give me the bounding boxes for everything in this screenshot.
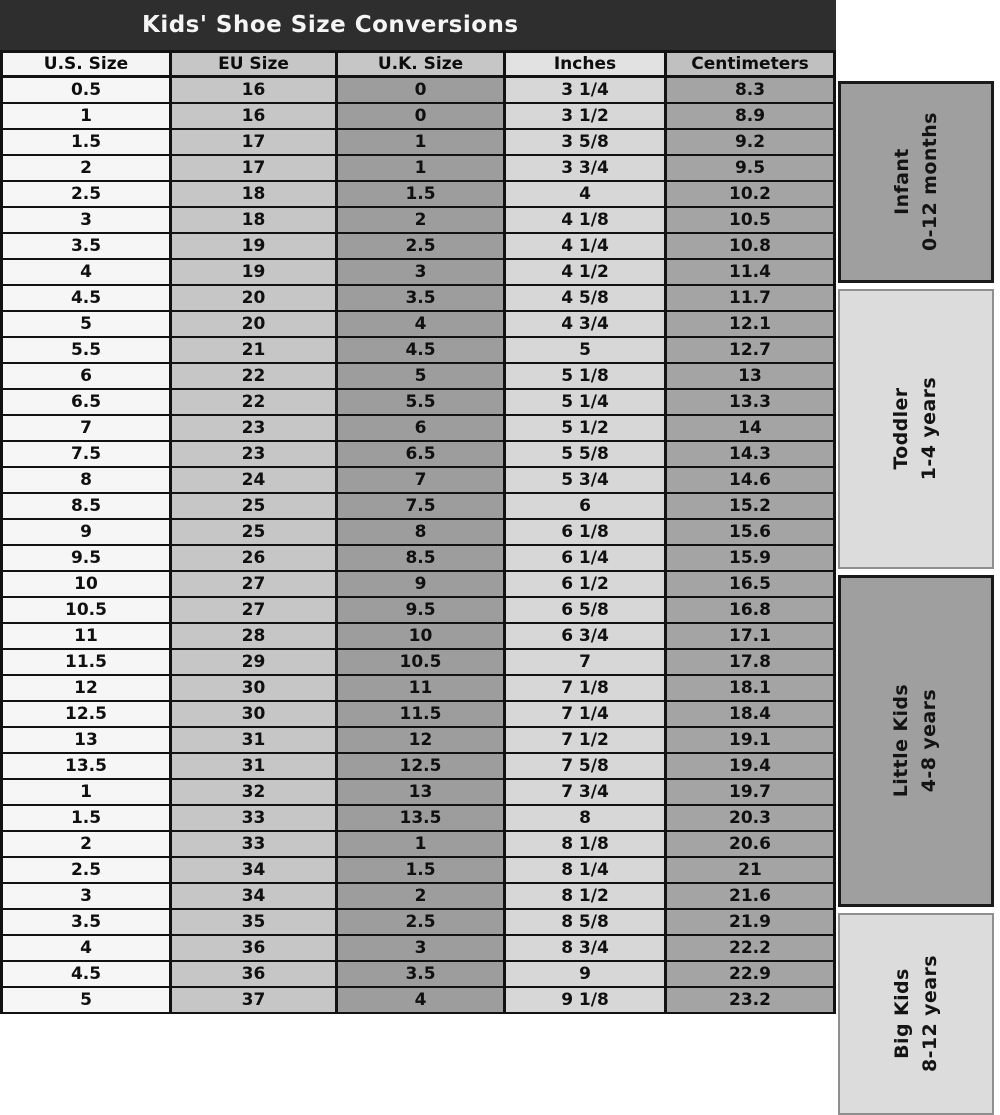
table-cell: 4.5: [338, 338, 503, 362]
table-cell: 18: [172, 182, 335, 206]
table-cell: 6: [506, 494, 664, 518]
table-cell: 8 1/8: [506, 832, 664, 856]
table-cell: 9.5: [667, 156, 833, 180]
table-cell: 6 1/8: [506, 520, 664, 544]
table-cell: 35: [172, 910, 335, 934]
table-cell: 33: [172, 832, 335, 856]
table-cell: 18.4: [667, 702, 833, 726]
table-cell: 13.5: [338, 806, 503, 830]
table-cell: 27: [172, 572, 335, 596]
column-header-centimeters: Centimeters: [667, 53, 833, 75]
column-header-inches: Inches: [506, 53, 664, 75]
table-cell: 21: [667, 858, 833, 882]
table-cell: 4 1/2: [506, 260, 664, 284]
table-cell: 4: [338, 988, 503, 1012]
table-cell: 7: [506, 650, 664, 674]
table-cell: 9.5: [3, 546, 169, 570]
table-cell: 14.6: [667, 468, 833, 492]
table-cell: 8 1/2: [506, 884, 664, 908]
table-cell: 0: [338, 78, 503, 102]
table-cell: 12.1: [667, 312, 833, 336]
table-cell: 19: [172, 234, 335, 258]
table-cell: 17: [172, 130, 335, 154]
table-cell: 12.5: [3, 702, 169, 726]
table-cell: 5 5/8: [506, 442, 664, 466]
table-cell: 2: [3, 156, 169, 180]
table-cell: 2.5: [3, 858, 169, 882]
age-group-label: Infant 0-12 months: [890, 112, 940, 252]
table-cell: 16.5: [667, 572, 833, 596]
table-cell: 10: [3, 572, 169, 596]
table-cell: 12.5: [338, 754, 503, 778]
table-cell: 1: [338, 156, 503, 180]
table-cell: 1: [3, 780, 169, 804]
table-cell: 25: [172, 520, 335, 544]
table-cell: 3: [338, 260, 503, 284]
table-cell: 13: [3, 728, 169, 752]
table-cell: 11: [3, 624, 169, 648]
table-cell: 16.8: [667, 598, 833, 622]
table-cell: 11.5: [3, 650, 169, 674]
table-cell: 5: [3, 988, 169, 1012]
table-cell: 23.2: [667, 988, 833, 1012]
table-cell: 18: [172, 208, 335, 232]
table-cell: 22.2: [667, 936, 833, 960]
table-cell: 1: [338, 130, 503, 154]
table-cell: 6 1/4: [506, 546, 664, 570]
table-cell: 2: [338, 884, 503, 908]
table-cell: 9: [506, 962, 664, 986]
table-cell: 9 1/8: [506, 988, 664, 1012]
age-sidebar: [836, 78, 1000, 1073]
table-cell: 1.5: [3, 130, 169, 154]
table-cell: 37: [172, 988, 335, 1012]
table-cell: 4 1/8: [506, 208, 664, 232]
table-cell: 17: [172, 156, 335, 180]
table-cell: 5.5: [3, 338, 169, 362]
table-cell: 6: [3, 364, 169, 388]
table-cell: 5: [3, 312, 169, 336]
table-cell: 3.5: [338, 286, 503, 310]
table-cell: 31: [172, 728, 335, 752]
table-cell: 1: [338, 832, 503, 856]
table-cell: 10.5: [667, 208, 833, 232]
age-group-little-kids: [838, 575, 994, 907]
table-cell: 6 1/2: [506, 572, 664, 596]
table-cell: 3 1/4: [506, 78, 664, 102]
table-cell: 19.7: [667, 780, 833, 804]
table-cell: 4.5: [3, 286, 169, 310]
age-group-label: Big Kids 8-12 years: [890, 955, 940, 1073]
table-cell: 1.5: [3, 806, 169, 830]
table-cell: 33: [172, 806, 335, 830]
table-cell: 19: [172, 260, 335, 284]
table-cell: 14.3: [667, 442, 833, 466]
table-cell: 16: [172, 78, 335, 102]
table-cell: 4: [338, 312, 503, 336]
table-cell: 18.1: [667, 676, 833, 700]
table-cell: 15.2: [667, 494, 833, 518]
table-cell: 3 5/8: [506, 130, 664, 154]
table-cell: 12: [338, 728, 503, 752]
table-cell: 27: [172, 598, 335, 622]
table-cell: 0: [338, 104, 503, 128]
table-cell: 17.1: [667, 624, 833, 648]
column-header-eu-size: EU Size: [172, 53, 335, 75]
table-cell: 20.3: [667, 806, 833, 830]
column-header-u-k-size: U.K. Size: [338, 53, 503, 75]
table-cell: 1.5: [338, 182, 503, 206]
table-cell: 4: [506, 182, 664, 206]
table-cell: 4 5/8: [506, 286, 664, 310]
table-cell: 14: [667, 416, 833, 440]
table-cell: 13: [667, 364, 833, 388]
table-cell: 32: [172, 780, 335, 804]
table-cell: 34: [172, 884, 335, 908]
table-cell: 23: [172, 442, 335, 466]
table-cell: 8.5: [338, 546, 503, 570]
table-cell: 34: [172, 858, 335, 882]
table-cell: 5.5: [338, 390, 503, 414]
header-row: [0, 50, 836, 78]
table-cell: 8.3: [667, 78, 833, 102]
table-cell: 6.5: [3, 390, 169, 414]
table-cell: 2: [338, 208, 503, 232]
table-cell: 7 1/2: [506, 728, 664, 752]
table-cell: 26: [172, 546, 335, 570]
table-cell: 21.6: [667, 884, 833, 908]
table-cell: 17.8: [667, 650, 833, 674]
age-group-toddler: [838, 289, 994, 569]
table-cell: 19.1: [667, 728, 833, 752]
table-cell: 22: [172, 390, 335, 414]
table-cell: 5 1/4: [506, 390, 664, 414]
table-cell: 5: [506, 338, 664, 362]
table-cell: 6 5/8: [506, 598, 664, 622]
table-cell: 16: [172, 104, 335, 128]
table-cell: 8 3/4: [506, 936, 664, 960]
table-cell: 30: [172, 676, 335, 700]
table-cell: 21.9: [667, 910, 833, 934]
table-cell: 5 3/4: [506, 468, 664, 492]
table-cell: 9: [3, 520, 169, 544]
title-bar: [0, 0, 836, 50]
age-group-infant: [838, 81, 994, 283]
table-cell: 11: [338, 676, 503, 700]
table-cell: 11.5: [338, 702, 503, 726]
table-cell: 10.2: [667, 182, 833, 206]
age-group-label: Little Kids 4-8 years: [890, 684, 940, 798]
table-cell: 3 1/2: [506, 104, 664, 128]
table-cell: 13: [338, 780, 503, 804]
table-cell: 29: [172, 650, 335, 674]
table-cell: 3.5: [338, 962, 503, 986]
age-group-big-kids: [838, 913, 994, 1115]
table-cell: 7: [3, 416, 169, 440]
table-cell: 21: [172, 338, 335, 362]
table-cell: 13.3: [667, 390, 833, 414]
table-cell: 31: [172, 754, 335, 778]
table-cell: 2: [3, 832, 169, 856]
table-cell: 3: [338, 936, 503, 960]
table-cell: 8.9: [667, 104, 833, 128]
table-cell: 4: [3, 260, 169, 284]
table-cell: 12: [3, 676, 169, 700]
table-cell: 3.5: [3, 910, 169, 934]
table-cell: 8: [506, 806, 664, 830]
table-cell: 9.5: [338, 598, 503, 622]
table-cell: 22: [172, 364, 335, 388]
column-header-u-s-size: U.S. Size: [3, 53, 169, 75]
table-cell: 24: [172, 468, 335, 492]
table-cell: 10.8: [667, 234, 833, 258]
table-cell: 1: [3, 104, 169, 128]
table-cell: 36: [172, 962, 335, 986]
table-cell: 2.5: [3, 182, 169, 206]
table-cell: 5 1/2: [506, 416, 664, 440]
table-cell: 8 1/4: [506, 858, 664, 882]
table-cell: 20: [172, 312, 335, 336]
page-title: Kids' Shoe Size Conversions: [142, 12, 519, 38]
table-cell: 13.5: [3, 754, 169, 778]
table-cell: 2.5: [338, 910, 503, 934]
table-cell: 25: [172, 494, 335, 518]
table-cell: 4: [3, 936, 169, 960]
table-cell: 12.7: [667, 338, 833, 362]
table-cell: 6 3/4: [506, 624, 664, 648]
table-cell: 10: [338, 624, 503, 648]
table-cell: 30: [172, 702, 335, 726]
table-body: [0, 78, 836, 1014]
table-cell: 1.5: [338, 858, 503, 882]
table-cell: 6: [338, 416, 503, 440]
table-cell: 7 1/8: [506, 676, 664, 700]
table-cell: 7.5: [338, 494, 503, 518]
table-cell: 4 3/4: [506, 312, 664, 336]
table-cell: 10.5: [338, 650, 503, 674]
table-cell: 15.6: [667, 520, 833, 544]
table-cell: 6.5: [338, 442, 503, 466]
table-cell: 8.5: [3, 494, 169, 518]
table-cell: 7 1/4: [506, 702, 664, 726]
table-cell: 4.5: [3, 962, 169, 986]
table-cell: 7.5: [3, 442, 169, 466]
table-cell: 7 5/8: [506, 754, 664, 778]
table-cell: 8: [338, 520, 503, 544]
table-cell: 3 3/4: [506, 156, 664, 180]
table-cell: 3.5: [3, 234, 169, 258]
table-cell: 9.2: [667, 130, 833, 154]
table-cell: 7: [338, 468, 503, 492]
table-cell: 5: [338, 364, 503, 388]
table-cell: 20.6: [667, 832, 833, 856]
table-cell: 11.7: [667, 286, 833, 310]
table-cell: 19.4: [667, 754, 833, 778]
table-cell: 9: [338, 572, 503, 596]
table-cell: 2.5: [338, 234, 503, 258]
table-cell: 15.9: [667, 546, 833, 570]
table-cell: 3: [3, 884, 169, 908]
table-cell: 7 3/4: [506, 780, 664, 804]
table-cell: 3: [3, 208, 169, 232]
table-cell: 4 1/4: [506, 234, 664, 258]
table-cell: 36: [172, 936, 335, 960]
age-group-label: Toddler 1-4 years: [890, 377, 940, 481]
table-cell: 8: [3, 468, 169, 492]
table-cell: 20: [172, 286, 335, 310]
table-cell: 28: [172, 624, 335, 648]
table-cell: 23: [172, 416, 335, 440]
table-cell: 22.9: [667, 962, 833, 986]
table-cell: 8 5/8: [506, 910, 664, 934]
table-cell: 11.4: [667, 260, 833, 284]
table-cell: 10.5: [3, 598, 169, 622]
table-cell: 5 1/8: [506, 364, 664, 388]
table-cell: 0.5: [3, 78, 169, 102]
